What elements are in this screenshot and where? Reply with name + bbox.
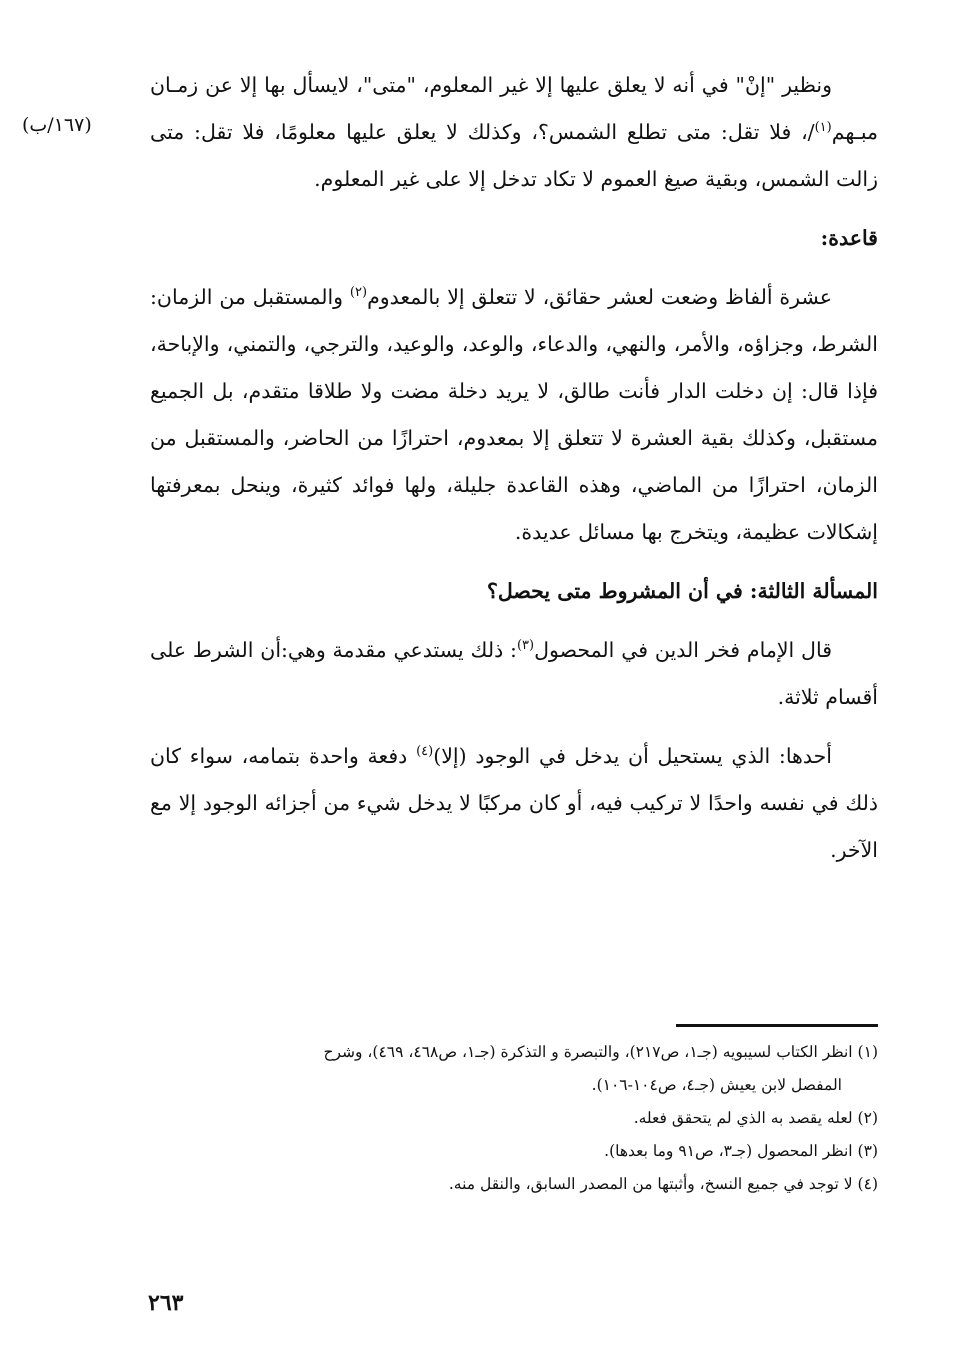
- section-heading-qaida: قاعدة:: [820, 226, 878, 250]
- footnote-2: (٢) لعله يقصد به الذي لم يتحقق فعله.: [633, 1109, 878, 1127]
- footnotes: [150, 1036, 878, 1201]
- footnote-1-continuation: المفصل لابن يعيش (جـ٤، ص١٠٤-١٠٦).: [591, 1076, 842, 1094]
- page-number: ٢٦٣: [148, 1290, 184, 1316]
- footnote-separator: [676, 1024, 878, 1027]
- section-heading-masala: المسألة الثالثة: في أن المشروط متى يحصل؟: [486, 579, 878, 603]
- paragraph-3: قال الإمام فخر الدين في المحصول$^{(٣)}$: ذلك يستدعي مقدمة وهي:أن الشرط على أقسام ثلاثة.: [150, 638, 878, 709]
- paragraph-4: أحدها: الذي يستحيل أن يدخل في الوجود (إلا)$^{(٤)}$ دفعة واحدة بتمامه، سواء كان ذلك في نفسه واحدًا لا تركيب فيه، أو كان مركبًا لا يدخل شيء من أجزائه الوجود إلا مع الآخر.: [150, 744, 878, 862]
- footnote-ref-2[interactable]: (٢): [349, 285, 368, 301]
- footnote-3: (٣) انظر المحصول (جـ٣، ص٩١ وما بعدها).: [604, 1142, 878, 1160]
- folio-margin-note: (١٦٧/ب): [22, 114, 92, 136]
- footnote-4: (٤) لا توجد في جميع النسخ، وأثبتها من المصدر السابق، والنقل منه.: [448, 1175, 878, 1193]
- paragraph-1: ونظير "إنْ" في أنه لا يعلق عليها إلا غير المعلوم، "متى"، لايسأل بها إلا عن زمـان مبـهم$^{(١)}$/، فلا تقل: متى تطلع الشمس؟، وكذلك لا يعلق عليها معلومًا، فلا تقل: متى زالت الشمس، وبقية صيغ العموم لا تكاد تدخل إلا على غير المعلوم.: [150, 73, 878, 191]
- footnote-ref-1[interactable]: (١): [814, 120, 832, 136]
- paragraph-2: عشرة ألفاظ وضعت لعشر حقائق، لا تتعلق إلا بالمعدوم$^{(٢)}$ والمستقبل من الزمان: الشرط، وجزاؤه، والأمر، والنهي، والدعاء، والوعد، والوعيد، والترجي، والتمني، والإباحة، فإذا قال: إن دخلت الدار فأنت طالق، لا يريد دخلة مضت ولا طلاقا متقدم، بل الجميع مستقبل، وكذلك بقية العشرة لا تتعلق إلا بمعدوم، احترازًا من الحاضر، والمستقبل من الزمان، احترازًا من الماضي، وهذه القاعدة جليلة، ولها فوائد كثيرة، وينحل بمعرفتها إشكالات عظيمة، ويتخرج بها مسائل عديدة.: [150, 285, 878, 544]
- main-text-column: [150, 62, 878, 874]
- footnote-ref-3[interactable]: (٣): [516, 638, 535, 654]
- footnote-ref-4[interactable]: (٤): [416, 744, 434, 760]
- footnote-1: (١) انظر الكتاب لسيبويه (جـ١، ص٢١٧)، والتبصرة و التذكرة (جـ١، ص٤٦٨، ٤٦٩)، وشرح: [323, 1043, 878, 1061]
